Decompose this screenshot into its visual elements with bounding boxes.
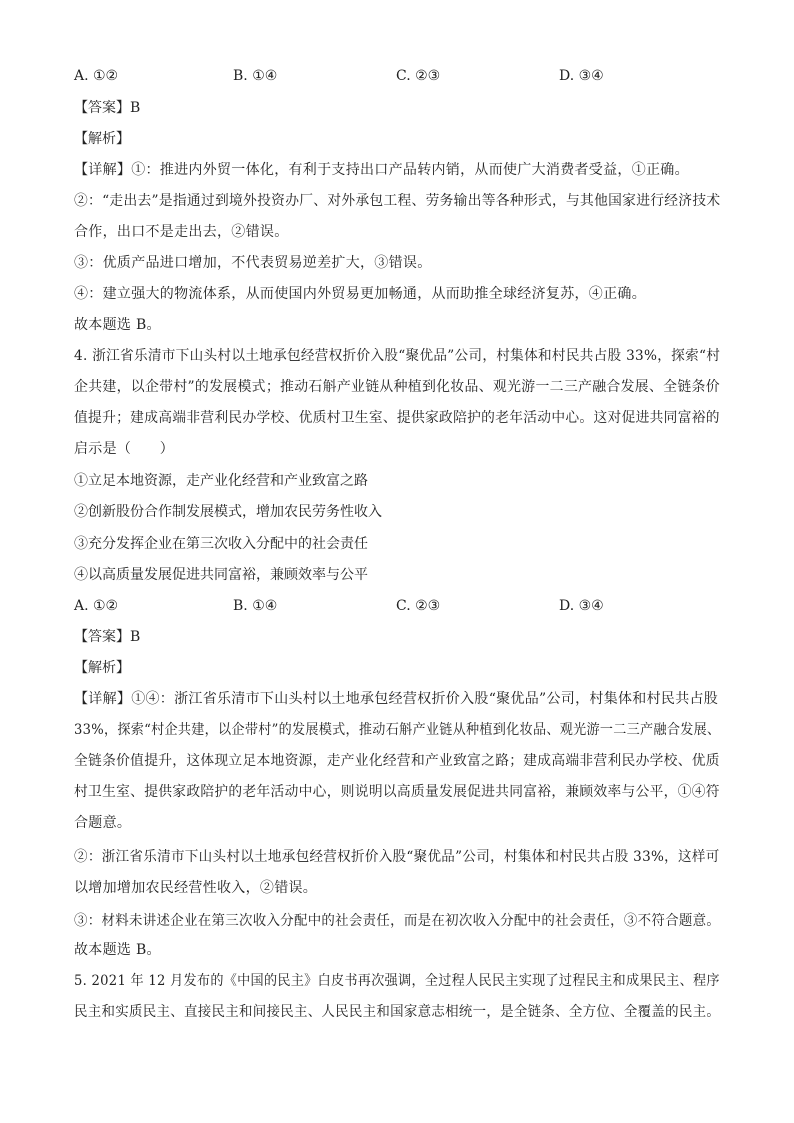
answer-label: 【答案】B: [74, 100, 141, 116]
option-a: A. ①②: [74, 68, 119, 84]
conclusion-line: 故本题选 B。: [74, 317, 161, 333]
option-b: B. ①④: [233, 68, 278, 84]
detail-line: ③：材料未讲述企业在第三次收入分配中的社会责任，而是在初次收入分配中的社会责任，③不符合题意。: [74, 913, 721, 929]
conclusion-line: 故本题选 B。: [74, 942, 161, 958]
detail-line: 【详解】①：推进内外贸一体化，有利于支持出口产品转内销，从而使广大消费者受益，①正确。: [74, 162, 689, 178]
question-stem: 企共建，以企带村”的发展模式；推动石斛产业链从种植到化妆品、观光游一二三产融合发展、全链条价: [74, 379, 720, 395]
question-stem: 启示是（ ）: [74, 441, 175, 457]
question-stem: 5. 2021 年 12 月发布的《中国的民主》白皮书再次强调，全过程人民民主实现了过程民主和成果民主、程序: [74, 973, 720, 989]
option-a: A. ①②: [74, 598, 119, 614]
detail-line: 【详解】①④：浙江省乐清市下山头村以土地承包经营权折价入股“聚优品”公司，村集体和村民共占股: [74, 691, 719, 707]
detail-line: 村卫生室、提供家政陪护的老年活动中心，则说明以高质量发展促进共同富裕，兼顾效率与公平，①④符: [74, 784, 720, 800]
detail-line: ④：建立强大的物流体系，从而使国内外贸易更加畅通，从而助推全球经济复苏，④正确。: [74, 286, 646, 302]
detail-line: 合题意。: [74, 815, 132, 831]
statement-item: ④以高质量发展促进共同富裕，兼顾效率与公平: [74, 567, 368, 583]
detail-line: ②：“走出去”是指通过到境外投资办厂、对外承包工程、劳务输出等各种形式，与其他国家进行经济技术: [74, 193, 721, 209]
analysis-label: 【解析】: [74, 131, 130, 147]
analysis-label: 【解析】: [74, 660, 130, 676]
detail-line: 以增加增加农民经营性收入，②错误。: [74, 880, 318, 896]
question-stem: 4. 浙江省乐清市下山头村以土地承包经营权折价入股“聚优品”公司，村集体和村民共占股 33%，探索“村: [74, 348, 721, 364]
option-d: D. ③④: [559, 68, 604, 84]
statement-item: ②创新股份合作制发展模式，增加农民劳务性收入: [74, 504, 382, 520]
detail-line: 全链条价值提升，这体现立足本地资源，走产业化经营和产业致富之路；建成高端非营利民办学校、优质: [74, 753, 720, 769]
option-b: B. ①④: [233, 598, 278, 614]
question-stem: 值提升；建成高端非营利民办学校、优质村卫生室、提供家政陪护的老年活动中心。这对促进共同富裕的: [74, 410, 720, 426]
statement-item: ①立足本地资源，走产业化经营和产业致富之路: [74, 473, 368, 489]
option-c: C. ②③: [396, 68, 441, 84]
detail-line: ②：浙江省乐清市下山头村以土地承包经营权折价入股“聚优品”公司，村集体和村民共占股 33%，这样可: [74, 849, 720, 865]
detail-line: ③：优质产品进口增加，不代表贸易逆差扩大，③错误。: [74, 255, 432, 271]
option-d: D. ③④: [559, 598, 604, 614]
answer-label: 【答案】B: [74, 629, 141, 645]
option-c: C. ②③: [396, 598, 441, 614]
question-stem: 民主和实质民主、直接民主和间接民主、人民民主和国家意志相统一，是全链条、全方位、全覆盖的民主。: [74, 1004, 721, 1020]
statement-item: ③充分发挥企业在第三次收入分配中的社会责任: [74, 536, 368, 552]
detail-line: 33%，探索“村企共建，以企带村”的发展模式，推动石斛产业链从种植到化妆品、观光游一二三产融合发展、: [74, 722, 721, 738]
detail-line: 合作，出口不是走出去，②错误。: [74, 224, 289, 240]
